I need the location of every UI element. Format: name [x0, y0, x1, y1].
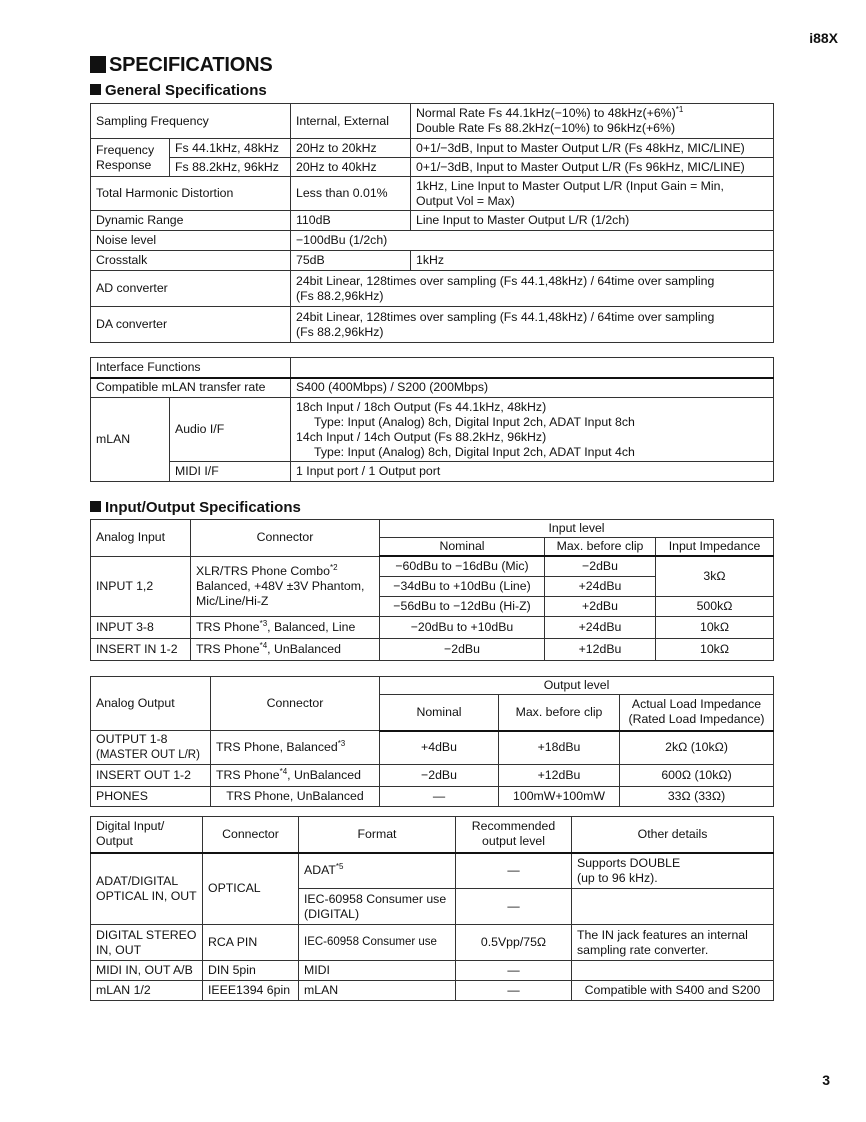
table-cell: −20dBu to +10dBu — [380, 616, 545, 638]
spec-text: 14ch Input / 14ch Output (Fs 88.2kHz, 96kHz) — [296, 429, 547, 444]
table-cell: 10kΩ — [656, 638, 774, 660]
table-cell — [299, 889, 456, 925]
column-header: Nominal — [380, 538, 545, 557]
spec-value: Internal, External — [291, 104, 411, 139]
spec-text: sampling rate converter. — [577, 942, 709, 957]
table-cell: −2dBu — [380, 638, 545, 660]
spec-text: Recommended — [471, 819, 556, 834]
spec-text: The IN jack features an internal — [577, 927, 748, 942]
table-cell: 10kΩ — [656, 616, 774, 638]
table-cell: +4dBu — [380, 731, 499, 765]
spec-text: ADAT — [304, 863, 336, 878]
table-row — [91, 139, 774, 158]
table-row — [91, 462, 774, 482]
table-cell: −56dBu to −12dBu (Hi-Z) — [380, 596, 545, 616]
spec-text: XLR/TRS Phone Combo — [196, 563, 330, 578]
table-row — [91, 104, 774, 139]
empty-cell — [572, 961, 774, 981]
spec-text: , Balanced, Line — [267, 619, 356, 634]
table-cell: +12dBu — [545, 638, 656, 660]
spec-text: Double Rate Fs 88.2kHz(−10%) to 96kHz(+6%) — [416, 121, 676, 135]
spec-value: Less than 0.01% — [291, 177, 411, 211]
column-header: Nominal — [380, 695, 499, 731]
table-cell — [572, 925, 774, 961]
column-header: Other details — [572, 817, 774, 853]
spec-text: , UnBalanced — [267, 641, 341, 656]
table-cell: Compatible with S400 and S200 — [572, 981, 774, 1001]
column-header: Connector — [211, 677, 380, 731]
spec-text: OUTPUT 1-8 — [96, 732, 168, 746]
spec-text: Normal Rate Fs 44.1kHz(−10%) to 48kHz(+6%) — [416, 106, 676, 120]
table-cell: — — [380, 787, 499, 807]
spec-text: Actual Load Impedance — [631, 697, 762, 712]
footnote-mark: *4 — [279, 766, 288, 776]
table-row — [91, 358, 774, 378]
spec-text: (Rated Load Impedance) — [628, 712, 765, 727]
spec-value: Fs 88.2kHz, 96kHz — [170, 158, 291, 177]
spec-text: OPTICAL IN, OUT — [96, 888, 197, 903]
footnote-mark: *1 — [675, 104, 684, 114]
spec-text: Mic/Line/Hi-Z — [196, 593, 269, 608]
spec-value: −100dBu (1/2ch) — [291, 231, 774, 251]
connector-cell — [191, 556, 380, 616]
table-cell: 100mW+100mW — [499, 787, 620, 807]
spec-text: TRS Phone — [196, 641, 260, 656]
table-row — [91, 817, 774, 853]
row-label: INSERT OUT 1-2 — [91, 765, 211, 787]
table-cell: — — [456, 853, 572, 889]
row-label: INPUT 1,2 — [91, 556, 191, 616]
table-cell: −34dBu to +10dBu (Line) — [380, 576, 545, 596]
spec-text: Type: Input (Analog) 8ch, Digital Input 2ch, ADAT Input 8ch — [314, 414, 635, 429]
page-number: 3 — [822, 1072, 830, 1088]
analog-output-table — [90, 676, 774, 807]
table-row — [91, 616, 774, 638]
spec-text: output level — [482, 834, 545, 849]
spec-text: Output — [96, 834, 133, 849]
spec-label: mLAN — [91, 398, 170, 482]
spec-text: 1kHz, Line Input to Master Output L/R (Input Gain = Min, — [416, 178, 724, 193]
table-row — [91, 961, 774, 981]
spec-value: 20Hz to 20kHz — [291, 139, 411, 158]
spec-label: Noise level — [91, 231, 291, 251]
spec-text: TRS Phone — [196, 619, 260, 634]
square-bullet-icon — [90, 501, 101, 512]
table-row — [91, 177, 774, 211]
connector-cell: OPTICAL — [203, 853, 299, 925]
table-cell: −2dBu — [545, 556, 656, 576]
footnote-mark: *2 — [329, 562, 338, 572]
connector-cell — [191, 616, 380, 638]
spec-value: 20Hz to 40kHz — [291, 158, 411, 177]
table-row — [91, 731, 774, 765]
connector-cell: RCA PIN — [203, 925, 299, 961]
page-title — [90, 54, 273, 77]
table-cell: 3kΩ — [656, 556, 774, 596]
spec-label: Total Harmonic Distortion — [91, 177, 291, 211]
connector-cell — [191, 638, 380, 660]
spec-text: TRS Phone — [216, 768, 280, 782]
footnote-mark: *4 — [259, 640, 268, 650]
general-spec-table — [90, 103, 774, 343]
table-row — [91, 211, 774, 231]
column-header: Max. before clip — [545, 538, 656, 557]
empty-cell — [572, 889, 774, 925]
spec-text: TRS Phone, Balanced — [216, 740, 338, 754]
table-row — [91, 925, 774, 961]
square-bullet-icon — [90, 56, 106, 73]
table-row — [91, 307, 774, 343]
spec-value: S400 (400Mbps) / S200 (200Mbps) — [291, 378, 774, 398]
spec-label: Crosstalk — [91, 251, 291, 271]
spec-text: Balanced, +48V ±3V Phantom, — [196, 578, 365, 593]
table-cell: +24dBu — [545, 616, 656, 638]
spec-condition — [411, 177, 774, 211]
io-heading — [90, 499, 301, 516]
table-row — [91, 271, 774, 307]
spec-value: 75dB — [291, 251, 411, 271]
table-cell: 600Ω (10kΩ) — [620, 765, 774, 787]
table-row — [91, 765, 774, 787]
column-header — [620, 695, 774, 731]
column-header: Input Impedance — [656, 538, 774, 557]
model-name: i88X — [809, 30, 838, 46]
column-header: Output level — [380, 677, 774, 695]
spec-label: MIDI I/F — [170, 462, 291, 482]
row-label: INSERT IN 1-2 — [91, 638, 191, 660]
table-cell: 33Ω (33Ω) — [620, 787, 774, 807]
row-label: PHONES — [91, 787, 211, 807]
table-cell: — — [456, 889, 572, 925]
table-row — [91, 787, 774, 807]
table-cell: 2kΩ (10kΩ) — [620, 731, 774, 765]
column-header: Analog Input — [91, 520, 191, 557]
interface-table — [90, 357, 774, 482]
spec-text: 18ch Input / 18ch Output (Fs 44.1kHz, 48kHz) — [296, 399, 547, 414]
spec-text: (Fs 88.2,96kHz) — [296, 324, 384, 339]
square-bullet-icon — [90, 84, 101, 95]
spec-text: 24bit Linear, 128times over sampling (Fs 44.1,48kHz) / 64time over sampling — [296, 309, 715, 324]
general-heading-text: General Specifications — [105, 82, 267, 99]
spec-value — [291, 271, 774, 307]
footnote-mark: *3 — [337, 738, 346, 748]
spec-label: Frequency Response — [91, 139, 170, 177]
connector-cell: IEEE1394 6pin — [203, 981, 299, 1001]
column-header: Connector — [191, 520, 380, 557]
spec-condition: Line Input to Master Output L/R (1/2ch) — [411, 211, 774, 231]
spec-value — [291, 398, 774, 462]
table-cell: — — [456, 981, 572, 1001]
column-header — [91, 817, 203, 853]
table-row — [91, 981, 774, 1001]
spec-text: DIGITAL STEREO — [96, 927, 197, 942]
table-row — [91, 231, 774, 251]
table-cell: mLAN — [299, 981, 456, 1001]
spec-text: Type: Input (Analog) 8ch, Digital Input 2ch, ADAT Input 4ch — [314, 444, 635, 459]
spec-label: Dynamic Range — [91, 211, 291, 231]
table-row — [91, 556, 774, 576]
table-row — [91, 853, 774, 889]
empty-cell — [291, 358, 774, 378]
spec-value — [291, 307, 774, 343]
table-cell: — — [456, 961, 572, 981]
table-cell: 500kΩ — [656, 596, 774, 616]
spec-label: Compatible mLAN transfer rate — [91, 378, 291, 398]
general-heading — [90, 82, 267, 99]
row-label: mLAN 1/2 — [91, 981, 203, 1001]
row-label — [91, 925, 203, 961]
spec-label: AD converter — [91, 271, 291, 307]
spec-label: Sampling Frequency — [91, 104, 291, 139]
table-row — [91, 378, 774, 398]
spec-label: DA converter — [91, 307, 291, 343]
spec-condition: 1kHz — [411, 251, 774, 271]
spec-condition — [411, 104, 774, 139]
column-header: Input level — [380, 520, 774, 538]
spec-text: (up to 96 kHz). — [577, 870, 658, 885]
spec-text: (DIGITAL) — [304, 906, 360, 921]
interface-heading: Interface Functions — [91, 358, 291, 378]
connector-cell: TRS Phone, UnBalanced — [211, 787, 380, 807]
spec-value: 1 Input port / 1 Output port — [291, 462, 774, 482]
table-row — [91, 398, 774, 462]
spec-condition: 0+1/−3dB, Input to Master Output L/R (Fs 48kHz, MIC/LINE) — [411, 139, 774, 158]
table-row — [91, 251, 774, 271]
table-cell: IEC-60958 Consumer use — [299, 925, 456, 961]
table-row — [91, 520, 774, 538]
column-header: Format — [299, 817, 456, 853]
table-row — [91, 638, 774, 660]
row-label: INPUT 3-8 — [91, 616, 191, 638]
analog-input-table — [90, 519, 774, 661]
table-cell: MIDI — [299, 961, 456, 981]
digital-io-table — [90, 816, 774, 1001]
row-label: MIDI IN, OUT A/B — [91, 961, 203, 981]
spec-text: Output Vol = Max) — [416, 193, 515, 208]
footnote-mark: *3 — [259, 618, 268, 628]
row-label — [91, 731, 211, 765]
footnote-mark: *5 — [335, 862, 344, 872]
column-header — [456, 817, 572, 853]
table-row — [91, 158, 774, 177]
table-cell: +24dBu — [545, 576, 656, 596]
connector-cell — [211, 731, 380, 765]
spec-text: 24bit Linear, 128times over sampling (Fs 44.1,48kHz) / 64time over sampling — [296, 273, 715, 288]
table-cell — [299, 853, 456, 889]
table-cell: +2dBu — [545, 596, 656, 616]
table-cell: +12dBu — [499, 765, 620, 787]
spec-text: IN, OUT — [96, 942, 142, 957]
table-cell: −60dBu to −16dBu (Mic) — [380, 556, 545, 576]
spec-text: ADAT/DIGITAL — [96, 873, 179, 888]
spec-text: IEC-60958 Consumer use — [304, 891, 447, 906]
table-cell: 0.5Vpp/75Ω — [456, 925, 572, 961]
spec-value: Fs 44.1kHz, 48kHz — [170, 139, 291, 158]
spec-text: Digital Input/ — [96, 819, 165, 834]
column-header: Max. before clip — [499, 695, 620, 731]
spec-text: (MASTER OUT L/R) — [96, 749, 200, 761]
spec-label: Audio I/F — [170, 398, 291, 462]
row-label — [91, 853, 203, 925]
connector-cell: DIN 5pin — [203, 961, 299, 981]
table-cell — [572, 853, 774, 889]
column-header: Analog Output — [91, 677, 211, 731]
spec-condition: 0+1/−3dB, Input to Master Output L/R (Fs 96kHz, MIC/LINE) — [411, 158, 774, 177]
table-cell: +18dBu — [499, 731, 620, 765]
io-heading-text: Input/Output Specifications — [105, 499, 301, 516]
spec-text: Supports DOUBLE — [577, 855, 681, 870]
table-row — [91, 677, 774, 695]
spec-text: , UnBalanced — [287, 768, 361, 782]
spec-text: (Fs 88.2,96kHz) — [296, 288, 384, 303]
table-cell: −2dBu — [380, 765, 499, 787]
column-header: Connector — [203, 817, 299, 853]
page-title-text: SPECIFICATIONS — [109, 54, 273, 76]
connector-cell — [211, 765, 380, 787]
spec-value: 110dB — [291, 211, 411, 231]
